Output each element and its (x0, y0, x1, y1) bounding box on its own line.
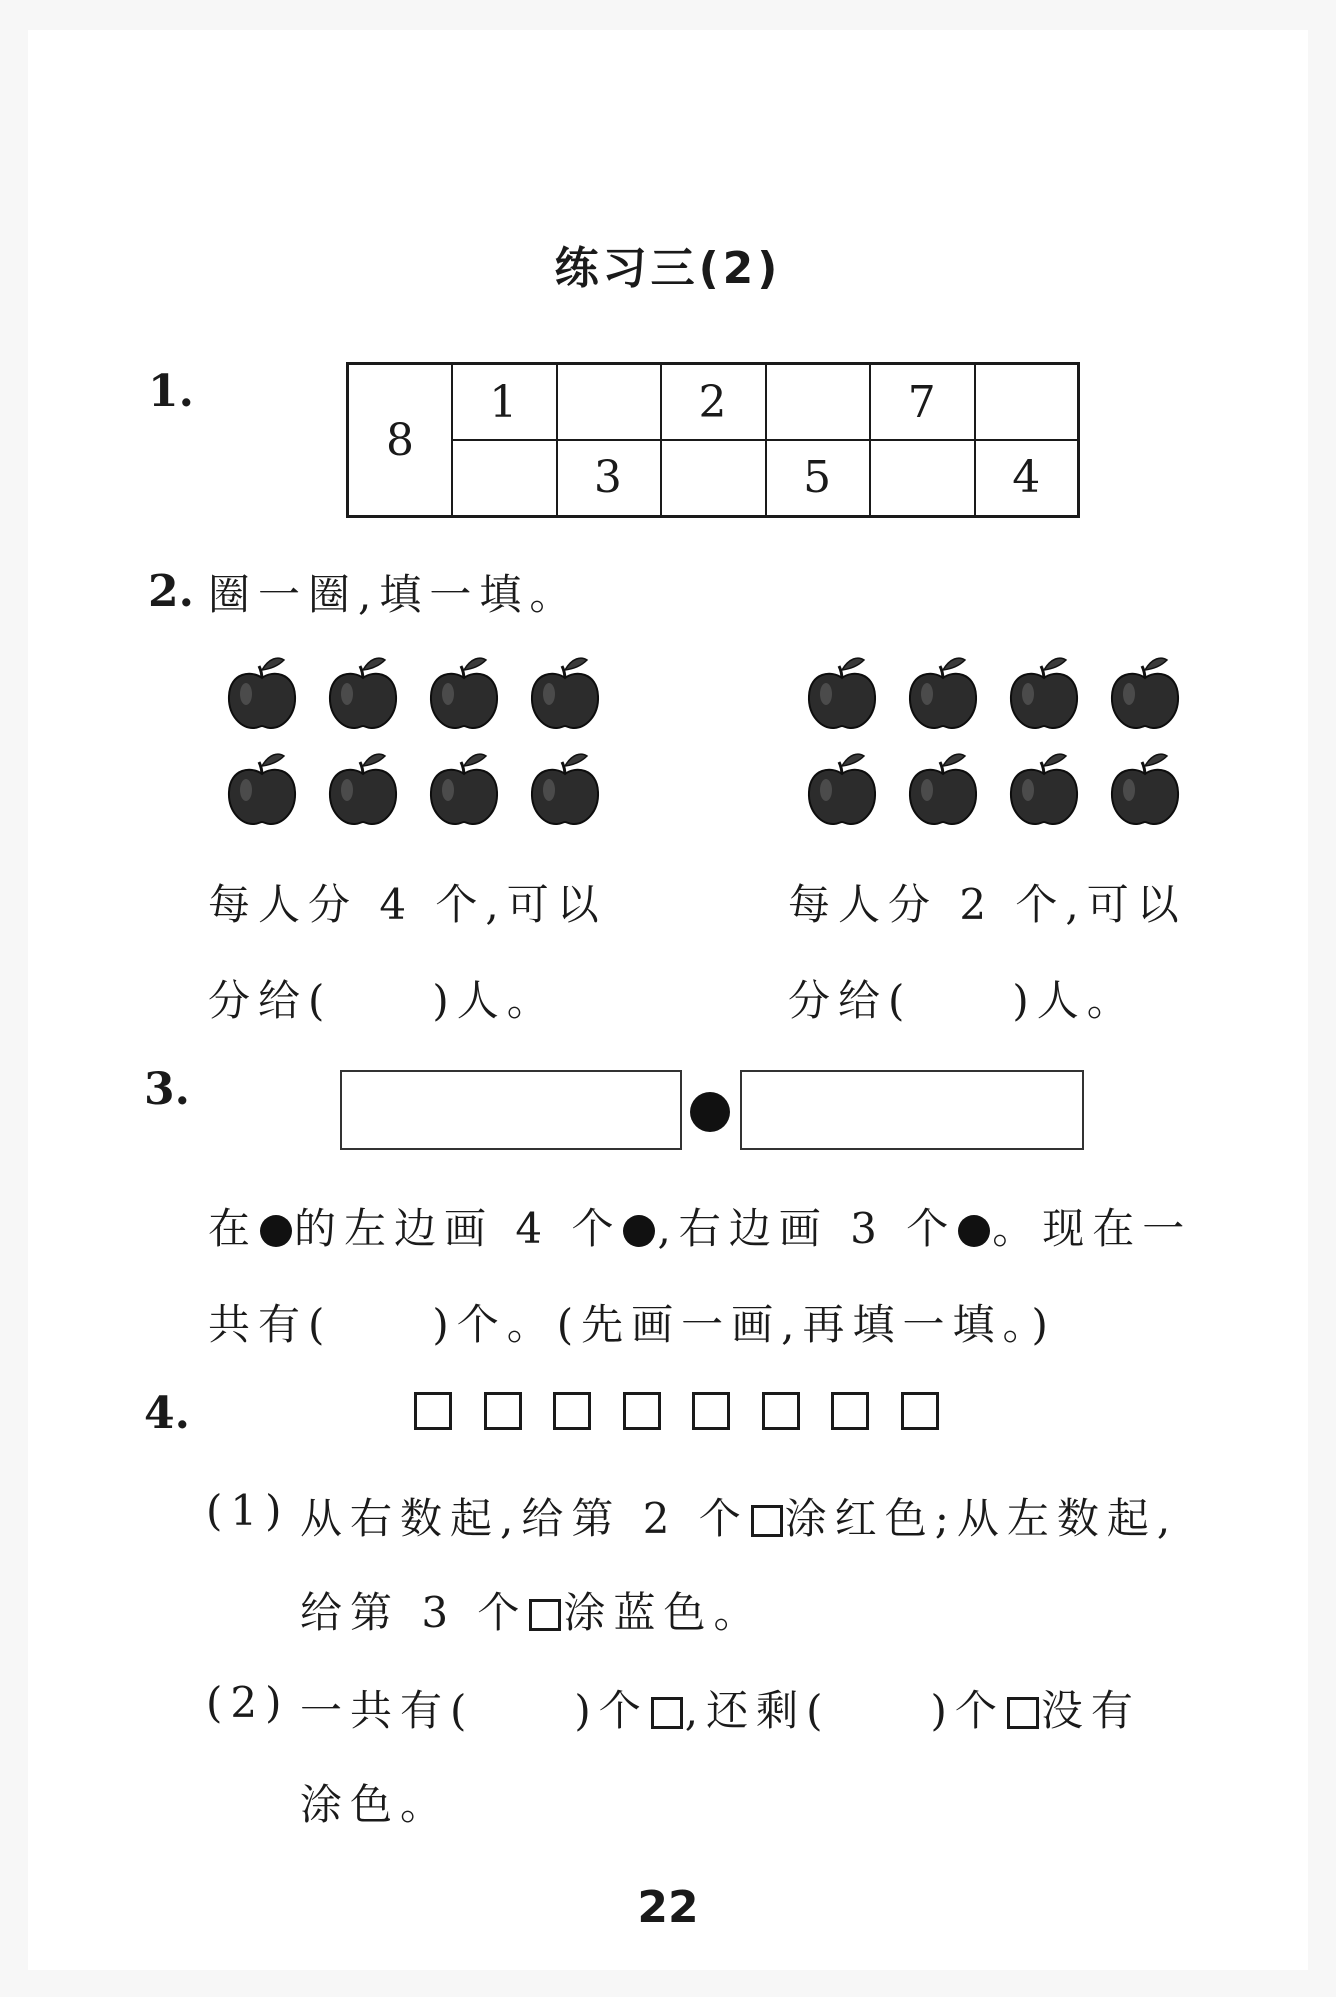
q4-part1-line2: 给第 3 个 涂蓝色。 (300, 1588, 764, 1637)
q2-left-text-line2: 分给( )人。 (208, 976, 557, 1025)
apple-icon[interactable] (802, 748, 882, 828)
apple-icon[interactable] (903, 652, 983, 732)
table-number-cell: 4 (1012, 452, 1041, 503)
apple-icon[interactable] (525, 748, 605, 828)
table-blank-cell[interactable] (660, 440, 765, 515)
table-blank-cell[interactable] (974, 365, 1079, 440)
q4-part1-label: (1) (206, 1486, 290, 1535)
drawing-box-left[interactable] (340, 1070, 682, 1150)
colorable-square[interactable] (484, 1392, 522, 1430)
table-number-cell: 3 (593, 452, 622, 503)
table-blank-cell[interactable] (451, 440, 556, 515)
q2-left-text-line1: 每人分 4 个,可以 (208, 880, 607, 929)
q3-text-line1: 在 的左边画 4 个 ,右边画 3 个 。现在一 (208, 1204, 1193, 1253)
table-number-cell: 5 (803, 452, 832, 503)
table-total-cell: 8 (386, 414, 414, 466)
q4-part1-line1: 从右数起,给第 2 个 涂红色;从左数起, (300, 1494, 1179, 1543)
square-icon (751, 1505, 783, 1537)
q4-part2-line1: 一共有( )个 ,还剩( )个 没有 (300, 1686, 1141, 1735)
drawing-box-right[interactable] (740, 1070, 1084, 1150)
apple-icon[interactable] (222, 748, 302, 828)
colorable-square[interactable] (762, 1392, 800, 1430)
q4-part2-line2: 涂色。 (300, 1780, 451, 1829)
colorable-square[interactable] (831, 1392, 869, 1430)
q2-instruction: 圈一圈,填一填。 (208, 570, 580, 619)
apple-icon[interactable] (1004, 748, 1084, 828)
apple-icon[interactable] (903, 748, 983, 828)
page-number: 22 (637, 1882, 699, 1933)
q3-number: 3. (144, 1064, 190, 1115)
q4-number: 4. (144, 1388, 190, 1439)
q1-number: 1. (148, 366, 194, 417)
apple-icon[interactable] (424, 748, 504, 828)
square-icon (529, 1599, 561, 1631)
square-icon (1007, 1697, 1039, 1729)
apple-icon[interactable] (1004, 652, 1084, 732)
q2-number: 2. (148, 566, 194, 617)
colorable-square[interactable] (692, 1392, 730, 1430)
colorable-square[interactable] (414, 1392, 452, 1430)
apple-icon[interactable] (323, 748, 403, 828)
table-number-cell: 7 (907, 377, 936, 428)
apple-icon[interactable] (323, 652, 403, 732)
q2-right-text-line2: 分给( )人。 (788, 976, 1137, 1025)
table-blank-cell[interactable] (556, 365, 661, 440)
q3-text-line2: 共有( )个。(先画一画,再填一填。) (208, 1300, 1056, 1349)
table-blank-cell[interactable] (765, 365, 870, 440)
apple-icon[interactable] (424, 652, 504, 732)
colorable-square[interactable] (901, 1392, 939, 1430)
apple-icon[interactable] (222, 652, 302, 732)
apple-icon[interactable] (1105, 652, 1185, 732)
dot-icon (958, 1215, 990, 1247)
apple-icon[interactable] (1105, 748, 1185, 828)
q4-part2-label: (2) (206, 1678, 290, 1727)
colorable-square[interactable] (623, 1392, 661, 1430)
q2-right-text-line1: 每人分 2 个,可以 (788, 880, 1187, 929)
page-title: 练习三(2) (554, 243, 782, 294)
apple-icon[interactable] (802, 652, 882, 732)
apple-icon[interactable] (525, 652, 605, 732)
dot-icon (260, 1215, 292, 1247)
table-number-cell: 2 (698, 377, 727, 428)
number-split-table (346, 362, 1080, 518)
center-dot (690, 1092, 730, 1132)
table-number-cell: 1 (489, 377, 518, 428)
colorable-square[interactable] (553, 1392, 591, 1430)
square-icon (651, 1697, 683, 1729)
dot-icon (623, 1215, 655, 1247)
table-blank-cell[interactable] (869, 440, 974, 515)
